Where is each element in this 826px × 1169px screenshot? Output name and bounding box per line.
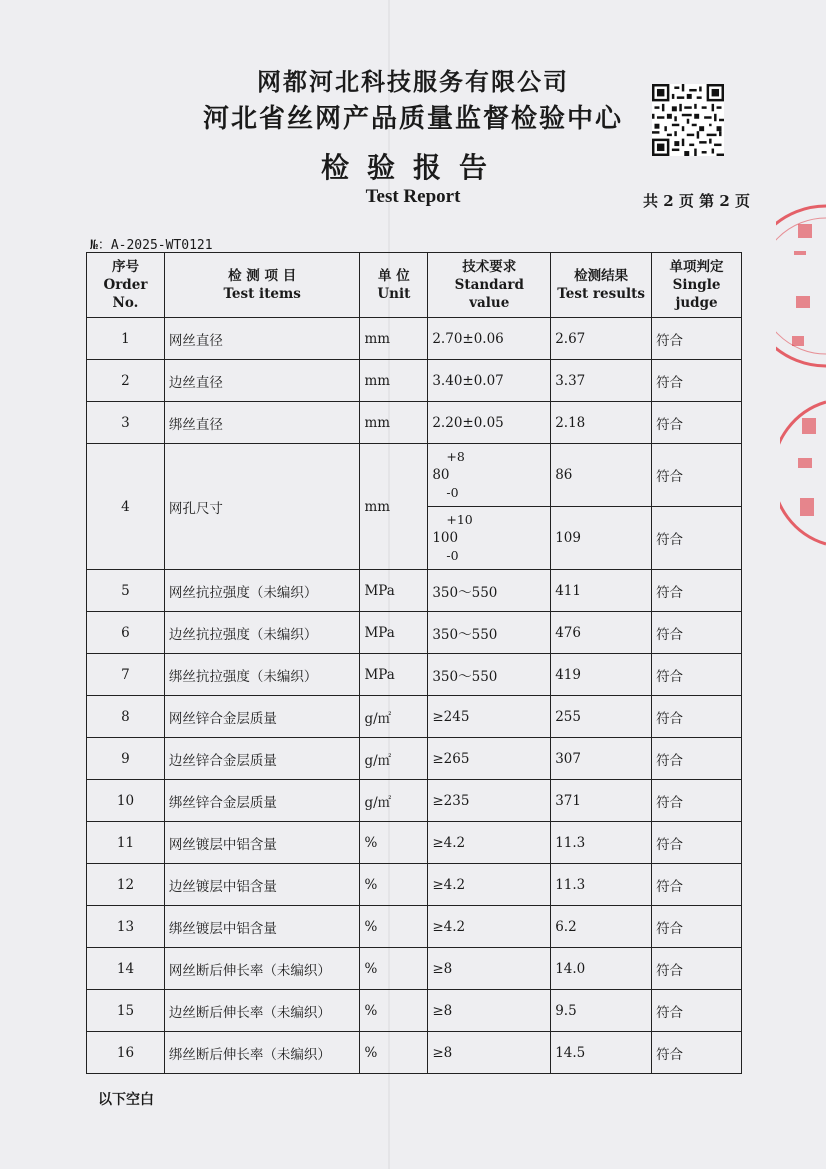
table-header-row [87, 253, 742, 318]
table-row [87, 990, 742, 1032]
row-standard: 350～550 [428, 612, 551, 654]
row-judge: 符合 [652, 612, 742, 654]
row-result: 2.67 [551, 318, 652, 360]
row-order-no: 7 [87, 654, 165, 696]
table-row-mesh-size [87, 444, 742, 507]
row-result: 307 [551, 738, 652, 780]
row-result: 2.18 [551, 402, 652, 444]
row-unit: % [360, 948, 428, 990]
row-test-item: 绑丝直径 [164, 402, 360, 444]
tolerance-upper: +8 [446, 449, 465, 464]
row-judge: 符合 [652, 822, 742, 864]
row-unit: MPa [360, 570, 428, 612]
table-row [87, 696, 742, 738]
row-judge: 符合 [652, 570, 742, 612]
row-result: 476 [551, 612, 652, 654]
row-order-no: 5 [87, 570, 165, 612]
row-judge: 符合 [652, 360, 742, 402]
row-unit: MPa [360, 654, 428, 696]
row-test-item: 绑丝锌合金层质量 [164, 780, 360, 822]
tolerance-upper: +10 [446, 512, 473, 527]
row-standard-tolerance [428, 444, 551, 507]
row-standard: ≥8 [428, 1032, 551, 1074]
row-test-item: 绑丝断后伸长率（未编织） [164, 1032, 360, 1074]
row-result: 14.5 [551, 1032, 652, 1074]
row-test-item: 网孔尺寸 [164, 444, 360, 570]
row-test-item: 网丝锌合金层质量 [164, 696, 360, 738]
row-result: 3.37 [551, 360, 652, 402]
row-unit: g/㎡ [360, 696, 428, 738]
row-test-item: 边丝直径 [164, 360, 360, 402]
row-result: 11.3 [551, 822, 652, 864]
row-judge: 符合 [652, 948, 742, 990]
row-unit: g/㎡ [360, 780, 428, 822]
row-unit: mm [360, 444, 428, 570]
row-order-no: 8 [87, 696, 165, 738]
row-order-no: 3 [87, 402, 165, 444]
table-row [87, 864, 742, 906]
table-row [87, 360, 742, 402]
table-row [87, 948, 742, 990]
row-judge: 符合 [652, 990, 742, 1032]
row-test-item: 绑丝镀层中铝含量 [164, 906, 360, 948]
row-judge: 符合 [652, 906, 742, 948]
inspection-center-name: 河北省丝网产品质量监督检验中心 [202, 104, 623, 134]
table-row [87, 906, 742, 948]
table-row [87, 1032, 742, 1074]
header-item: 检 测 项 目 Test items [164, 253, 360, 318]
row-standard: ≥4.2 [428, 822, 551, 864]
row-test-item: 边丝镀层中铝含量 [164, 864, 360, 906]
row-standard: ≥4.2 [428, 864, 551, 906]
row-standard: 350～550 [428, 654, 551, 696]
row-order-no: 16 [87, 1032, 165, 1074]
row-unit: % [360, 906, 428, 948]
row-order-no: 14 [87, 948, 165, 990]
header-order: 序号 Order No. [87, 253, 165, 318]
header-unit: 单 位 Unit [360, 253, 428, 318]
report-number: №：A-2025-WT0121 [90, 238, 213, 253]
row-order-no: 1 [87, 318, 165, 360]
row-standard: 2.20±0.05 [428, 402, 551, 444]
row-order-no: 10 [87, 780, 165, 822]
row-judge: 符合 [652, 696, 742, 738]
row-order-no: 11 [87, 822, 165, 864]
table-row [87, 654, 742, 696]
blank-below-note: 以下空白 [98, 1092, 154, 1108]
row-unit: % [360, 1032, 428, 1074]
row-result: 419 [551, 654, 652, 696]
row-standard: ≥265 [428, 738, 551, 780]
page-indicator: 共 2 页 第 2 页 [643, 192, 750, 210]
row-unit: mm [360, 360, 428, 402]
row-unit: % [360, 864, 428, 906]
row-standard-tolerance [428, 507, 551, 570]
row-standard: 3.40±0.07 [428, 360, 551, 402]
row-result: 6.2 [551, 906, 652, 948]
table-row [87, 612, 742, 654]
row-unit: mm [360, 402, 428, 444]
header-judge: 单项判定 Single judge [652, 253, 742, 318]
row-result: 411 [551, 570, 652, 612]
row-order-no: 12 [87, 864, 165, 906]
row-result: 14.0 [551, 948, 652, 990]
row-unit: g/㎡ [360, 738, 428, 780]
row-result: 371 [551, 780, 652, 822]
row-order-no: 2 [87, 360, 165, 402]
table-row [87, 780, 742, 822]
header-standard: 技术要求 Standard value [428, 253, 551, 318]
nominal-value: 80 [432, 467, 450, 483]
company-name: 网都河北科技服务有限公司 [257, 67, 569, 96]
row-standard: 2.70±0.06 [428, 318, 551, 360]
row-order-no: 15 [87, 990, 165, 1032]
table-row [87, 318, 742, 360]
row-standard: ≥245 [428, 696, 551, 738]
row-judge: 符合 [652, 402, 742, 444]
row-standard: ≥8 [428, 948, 551, 990]
row-standard: 350～550 [428, 570, 551, 612]
qr-code-icon [652, 84, 724, 156]
row-result: 11.3 [551, 864, 652, 906]
nominal-value: 100 [432, 530, 459, 546]
tolerance-lower: -0 [446, 548, 459, 563]
row-test-item: 边丝抗拉强度（未编织） [164, 612, 360, 654]
row-judge: 符合 [652, 780, 742, 822]
header-result: 检测结果 Test results [551, 253, 652, 318]
table-row [87, 822, 742, 864]
row-standard: ≥4.2 [428, 906, 551, 948]
row-order-no: 6 [87, 612, 165, 654]
row-result: 255 [551, 696, 652, 738]
row-test-item: 网丝直径 [164, 318, 360, 360]
row-test-item: 绑丝抗拉强度（未编织） [164, 654, 360, 696]
row-test-item: 网丝抗拉强度（未编织） [164, 570, 360, 612]
table-row [87, 402, 742, 444]
row-judge: 符合 [652, 444, 742, 507]
row-unit: % [360, 990, 428, 1032]
row-order-no: 13 [87, 906, 165, 948]
row-unit: % [360, 822, 428, 864]
row-judge: 符合 [652, 738, 742, 780]
row-test-item: 边丝锌合金层质量 [164, 738, 360, 780]
table-row [87, 738, 742, 780]
row-test-item: 网丝镀层中铝含量 [164, 822, 360, 864]
report-title-cn: 检验报告 [320, 151, 505, 184]
row-judge: 符合 [652, 654, 742, 696]
row-judge: 符合 [652, 1032, 742, 1074]
row-order-no: 9 [87, 738, 165, 780]
row-judge: 符合 [652, 318, 742, 360]
row-standard: ≥8 [428, 990, 551, 1032]
table-row [87, 570, 742, 612]
row-judge: 符合 [652, 864, 742, 906]
row-result: 9.5 [551, 990, 652, 1032]
report-title-en: Test Report [365, 186, 461, 207]
official-seal-stamp-2 [780, 398, 826, 548]
tolerance-lower: -0 [446, 485, 459, 500]
test-results-table [86, 252, 742, 1074]
row-test-item: 网丝断后伸长率（未编织） [164, 948, 360, 990]
row-test-item: 边丝断后伸长率（未编织） [164, 990, 360, 1032]
row-unit: mm [360, 318, 428, 360]
row-judge: 符合 [652, 507, 742, 570]
row-standard: ≥235 [428, 780, 551, 822]
row-unit: MPa [360, 612, 428, 654]
row-order-no: 4 [87, 444, 165, 570]
official-seal-stamp [776, 196, 826, 376]
row-result: 86 [551, 444, 652, 507]
row-result: 109 [551, 507, 652, 570]
